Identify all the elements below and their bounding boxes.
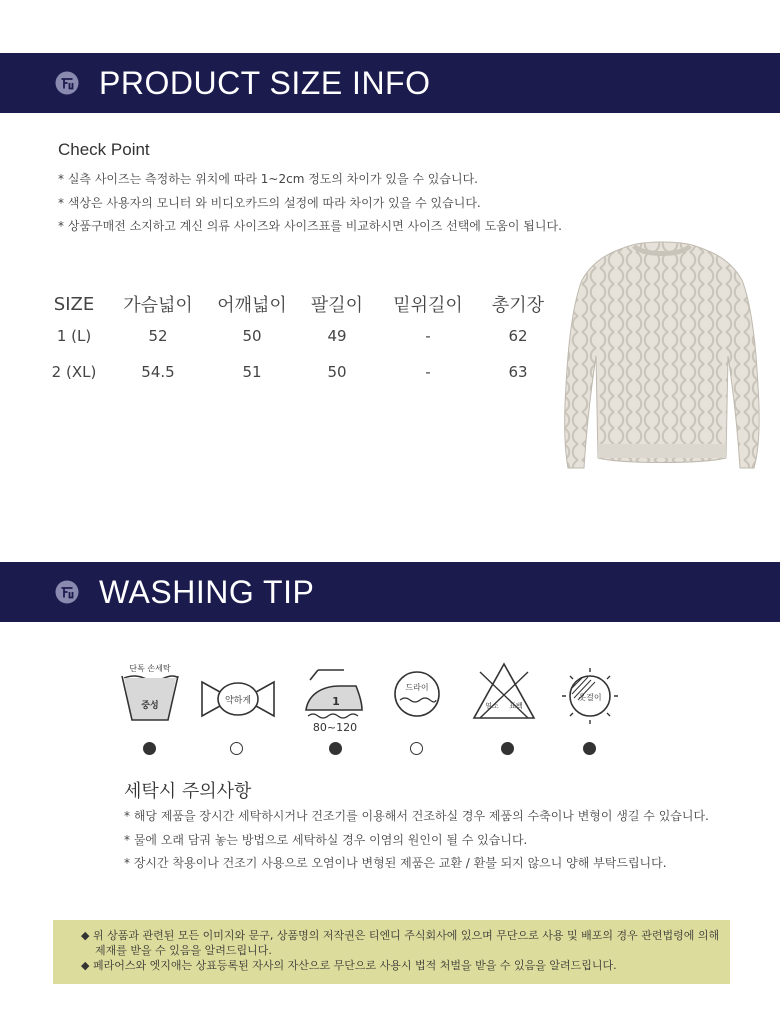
- unselected-dot: [410, 742, 423, 755]
- gentle-wash-label: 약하게: [224, 696, 252, 706]
- hang-dry-shade-icon: [558, 658, 622, 738]
- iron-level-label: 1: [332, 695, 340, 708]
- table-cell: 54.5: [141, 363, 175, 381]
- table-cell: 63: [508, 363, 528, 381]
- washing-icons: [118, 658, 638, 768]
- wash-top-label: 단독 손세탁: [129, 664, 171, 673]
- washing-tip-header: [0, 562, 780, 622]
- trademark-line: ◆ 페라어스와 엣지애는 상표등록된 자사의 자산으로 무단으로 사용시 법적 처벌을 받을 수 있음을 알려드립니다.: [81, 958, 730, 973]
- table-cell: 2 (XL): [51, 363, 97, 381]
- bleach-left-label: 염소: [485, 702, 499, 710]
- sweater-image: [562, 236, 762, 472]
- table-cell: 1 (L): [56, 327, 92, 345]
- gentle-wash-icon: [200, 658, 264, 738]
- bleach-right-label: 표백: [509, 702, 523, 710]
- table-row: [45, 318, 563, 354]
- column-header: 밑위길이: [393, 295, 463, 316]
- note-item: * 실측 사이즈는 측정하는 위치에 따라 1~2cm 정도의 차이가 있을 수 있습니다.: [58, 170, 562, 194]
- hang-dry-label: 옷걸이: [578, 693, 602, 702]
- no-bleach-icon: [472, 658, 536, 738]
- size-table-header: [45, 290, 563, 318]
- size-info-title: PRODUCT SIZE INFO: [99, 65, 431, 101]
- table-cell: 62: [508, 327, 528, 345]
- table-cell: 50: [242, 327, 262, 345]
- copyright-notice: [53, 920, 730, 984]
- table-cell: 52: [148, 327, 168, 345]
- selected-dot: [583, 742, 596, 755]
- selected-dot: [329, 742, 342, 755]
- table-cell: 51: [242, 363, 262, 381]
- copyright-line: 제재를 받을 수 있음을 알려드립니다.: [95, 944, 272, 957]
- dry-clean-icon: [394, 658, 458, 738]
- washing-tip-title: WASHING TIP: [99, 574, 315, 610]
- selected-dot: [501, 742, 514, 755]
- table-row: [45, 354, 563, 390]
- iron-temp-label: 80~120: [312, 721, 358, 734]
- note-item: * 상품구매전 소지하고 계신 의류 사이즈와 사이즈표를 비교하시면 사이즈 선택에 도움이 됩니다.: [58, 217, 562, 241]
- table-cell: 49: [327, 327, 347, 345]
- size-info-header: [0, 53, 780, 113]
- brand-logo-icon: [55, 580, 79, 604]
- table-cell: 50: [327, 363, 347, 381]
- care-note-item: * 물에 오래 담궈 놓는 방법으로 세탁하실 경우 이염의 원인이 될 수 있습니다.: [124, 831, 709, 855]
- table-cell: -: [425, 327, 431, 345]
- copyright-line: ◆ 위 상품과 관련된 모든 이미지와 문구, 상품명의 저작권은 티엔디 주식회사에 있으며 무단으로 사용 및 배포의 경우 관련법령에 의해: [81, 928, 730, 943]
- care-caution-notes: [124, 807, 709, 878]
- brand-logo-icon: [55, 71, 79, 95]
- size-table: [45, 290, 563, 390]
- column-header: SIZE: [53, 293, 95, 315]
- care-note-item: * 해당 제품을 장시간 세탁하시거나 건조기를 이용해서 건조하실 경우 제품의 수축이나 변형이 생길 수 있습니다.: [124, 807, 709, 831]
- unselected-dot: [230, 742, 243, 755]
- wash-bottom-label: 중성: [141, 701, 159, 711]
- check-point-title: Check Point: [58, 140, 150, 159]
- column-header: 가슴넓이: [123, 295, 193, 316]
- table-cell: -: [425, 363, 431, 381]
- check-point-notes: [58, 170, 562, 241]
- dry-clean-label: 드라이: [405, 683, 429, 692]
- iron-icon: [300, 658, 364, 738]
- note-item: * 색상은 사용자의 모니터 와 비디오카드의 설정에 따라 차이가 있을 수 있습니다.: [58, 194, 562, 218]
- column-header: 총기장: [491, 295, 545, 316]
- care-caution-title: 세탁시 주의사항: [124, 781, 252, 802]
- column-header: 어깨넓이: [217, 295, 287, 316]
- hand-wash-neutral-icon: [118, 658, 182, 738]
- column-header: 팔길이: [310, 295, 364, 316]
- care-note-item: * 장시간 착용이나 건조기 사용으로 오염이나 변형된 제품은 교환 / 환불 되지 않으니 양해 부탁드립니다.: [124, 854, 709, 878]
- selected-dot: [143, 742, 156, 755]
